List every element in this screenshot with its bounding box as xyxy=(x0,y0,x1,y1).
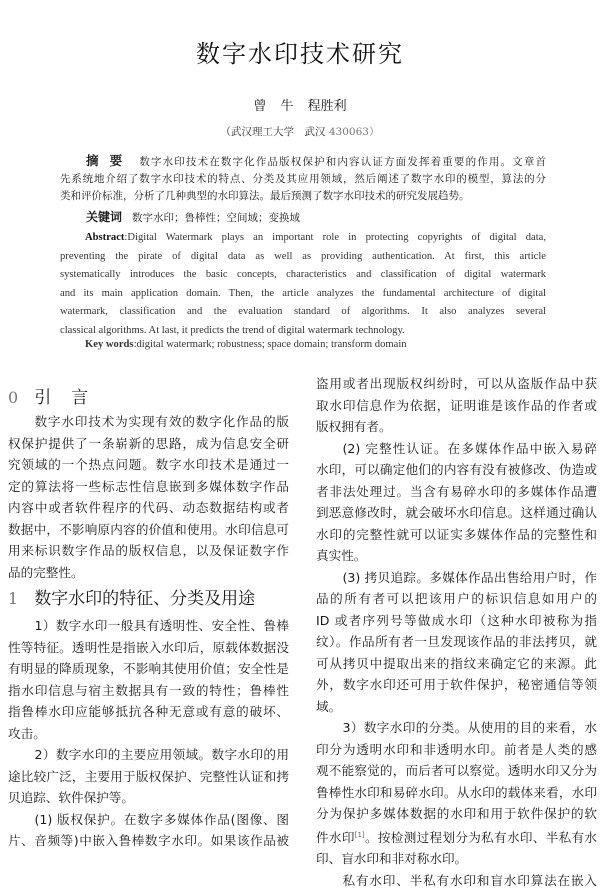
paragraph-line: 品的所有者可以把该用户的标识信息如用户的 xyxy=(316,591,597,606)
paragraph-line: 水印的完整性就可以证实多媒体作品的完整性和 xyxy=(316,526,597,542)
paper-title: 数字水印技术研究 xyxy=(196,40,404,68)
paragraph-line: 性等特征。透明性是指嵌入水印后，原载体数据没 xyxy=(8,639,289,655)
paragraph-line: 盗用或者出现版权纠纷时，可以从盗版作品中获 xyxy=(316,376,597,391)
paragraph-line: 到恶意修改时，就会破坏水印信息。这样通过确认 xyxy=(316,505,597,520)
paragraph-line: 取水印信息作为依据，证明谁是该作品的作者或 xyxy=(316,397,597,413)
paragraph-line: 数字水印技术为实现有效的数字化作品的版 xyxy=(34,414,289,429)
affiliation-zip: 430063） xyxy=(328,126,380,138)
paragraph-line: 域。 xyxy=(316,698,342,714)
paragraph-line: (2) 完整性认证。在多媒体作品中嵌入易碎 xyxy=(342,440,597,456)
paragraph-line: (1) 版权保护。在数字多媒体作品(图像、图 xyxy=(34,811,289,827)
body-column-left-top xyxy=(8,411,289,583)
paragraph-line: 指鲁棒水印应能够抵抗各种无意或有意的破坏、 xyxy=(8,704,289,719)
paragraph-line: 数据中，不影响原内容的价值和使用。水印信息可 xyxy=(8,521,289,537)
paragraph-line: 2）数字水印的主要应用领域。数字水印的用 xyxy=(34,747,289,762)
paragraph-line: 定的算法将一些标志性信息嵌到多媒体数字作品 xyxy=(8,478,289,494)
paragraph-line: 版权拥有者。 xyxy=(316,419,392,434)
paragraph-line: 权保护提供了一条崭新的思路，成为信息安全研 xyxy=(8,435,289,451)
keywords-en-text: :digital watermark; robustness; space domain; transform domain xyxy=(133,339,407,350)
paragraph-line: 件水印[1]。按检测过程划分为私有水印、半私有水 xyxy=(316,829,597,845)
paragraph-line: 贝追踪、软件保护等。 xyxy=(8,790,134,805)
paragraph-line: 指水印信息与宿主数据具有一致的特性；鲁棒性 xyxy=(8,682,289,698)
keywords-en xyxy=(85,339,407,350)
paragraph-line: 用来标识数字作品的版权信息，以及保证数字作 xyxy=(8,543,289,558)
abstract-zh xyxy=(60,152,546,205)
keywords-zh-text: 数字水印；鲁棒性；空间域；变换域 xyxy=(132,212,301,224)
paragraph-line: 可从拷贝中提取出来的指纹来确定它的来源。此 xyxy=(316,655,597,671)
paragraph-line: 真实性。 xyxy=(316,548,367,563)
abstract-zh-line: 先系统地介绍了数字水印技术的特点、分类及其应用领域，然后阐述了数字水印的模型，算法的分 xyxy=(60,173,546,185)
abstract-en xyxy=(60,229,546,341)
paragraph-line: 者非法处理过。当含有易碎水印的多媒体作品遭 xyxy=(316,483,597,499)
paragraph-line: 内容中或者软件程序的代码、动态数据结构或者 xyxy=(8,500,289,515)
paragraph-line: 3）数字水印的分类。从使用的目的来看，水 xyxy=(342,720,597,735)
paragraph-line: 片、音频等)中嵌入鲁棒数字水印。如果该作品被 xyxy=(8,833,289,848)
authors: 曾 牛 程胜利 xyxy=(253,99,347,114)
affiliation xyxy=(0,124,600,139)
paragraph-line: 私有水印、半私有水印和盲水印算法在嵌入 xyxy=(342,872,597,888)
abstract-en-label: Abstract xyxy=(85,232,125,243)
paragraph-line: ID 或者序列号等做成水印（这种水印被称为指 xyxy=(316,612,597,628)
paragraph-line: 有明显的降质现象，不影响其使用价值；安全性是 xyxy=(8,661,289,676)
abstract-en-line: preventing the pirate of digital data as well as providing authentication. At first, this article xyxy=(60,250,546,262)
abstract-en-line: classical algorithms. At last, it predicts the trend of digital watermark technology. xyxy=(60,324,405,336)
abstract-zh-line: 摘要 数字水印技术在数字化作品版权保护和内容认证方面发挥着重要的作用。文章首 xyxy=(86,153,546,168)
paragraph-line: 水印，可以确定他们的内容有没有被修改、伪造或 xyxy=(316,462,597,477)
abstract-en-line: systematically introduces the basic concepts, characteristics and classification of digital watermark xyxy=(60,269,546,281)
paragraph-line: (3) 拷贝追踪。多媒体作品出售给用户时，作 xyxy=(342,569,597,585)
paragraph-line: 分为保护多媒体数据的水印和用于软件保护的软 xyxy=(316,806,597,821)
paragraph-line: 观不能察觉的，而后者可以察觉。透明水印又分为 xyxy=(316,763,597,778)
paragraph-line: 外，数字水印还可用于软件保护，秘密通信等领 xyxy=(316,677,597,692)
paragraph-line: 途比较广泛，主要用于版权保护、完整性认证和拷 xyxy=(8,768,289,784)
paragraph-line: 1）数字水印一般具有透明性、安全性、鲁棒 xyxy=(34,618,289,633)
paragraph-line: 究领域的一个热点问题。数字水印技术是通过一 xyxy=(8,457,289,472)
paragraph-line: 纹）。作品所有者一旦发现该作品的非法拷贝，就 xyxy=(316,634,597,649)
paragraph-line: 印、盲水印和非对称水印。 xyxy=(316,851,468,867)
abstract-zh-line: 类和评价标准，分析了几种典型的水印算法。最后预测了数字水印技术的研究发展趋势。 xyxy=(60,190,470,202)
section-heading-1: 1 数字水印的特征、分类及用途 xyxy=(8,589,256,609)
paragraph-line: 鲁棒性水印和易碎水印。从水印的载体来看，水印 xyxy=(316,784,597,800)
abstract-en-line: watermark, classification and the evaluation standard of algorithms. It also analyzes several xyxy=(60,306,546,318)
abstract-en-line: Abstract:Digital Watermark plays an important role in protecting copyrights of digital data, xyxy=(85,232,546,243)
keywords-zh-label: 关键词 xyxy=(86,210,123,224)
paragraph-line: 品的完整性。 xyxy=(8,564,84,580)
affiliation-org: （武汉理工大学 武汉 xyxy=(220,126,326,138)
abstract-en-line: and its main application domain. Then, the article analyzes the fundamental architecture of digital xyxy=(60,287,546,299)
keywords-en-label: Key words xyxy=(85,339,134,350)
abstract-zh-label: 摘要 xyxy=(86,153,134,168)
keywords-zh xyxy=(86,208,300,225)
paragraph-line: 攻击。 xyxy=(8,725,46,741)
paragraph-line: 印分为透明水印和非透明水印。前者是人类的感 xyxy=(316,741,597,757)
body-column-left-bottom xyxy=(8,615,289,852)
body-column-right xyxy=(316,373,597,891)
section-heading-intro: 0 引言 xyxy=(8,388,109,408)
